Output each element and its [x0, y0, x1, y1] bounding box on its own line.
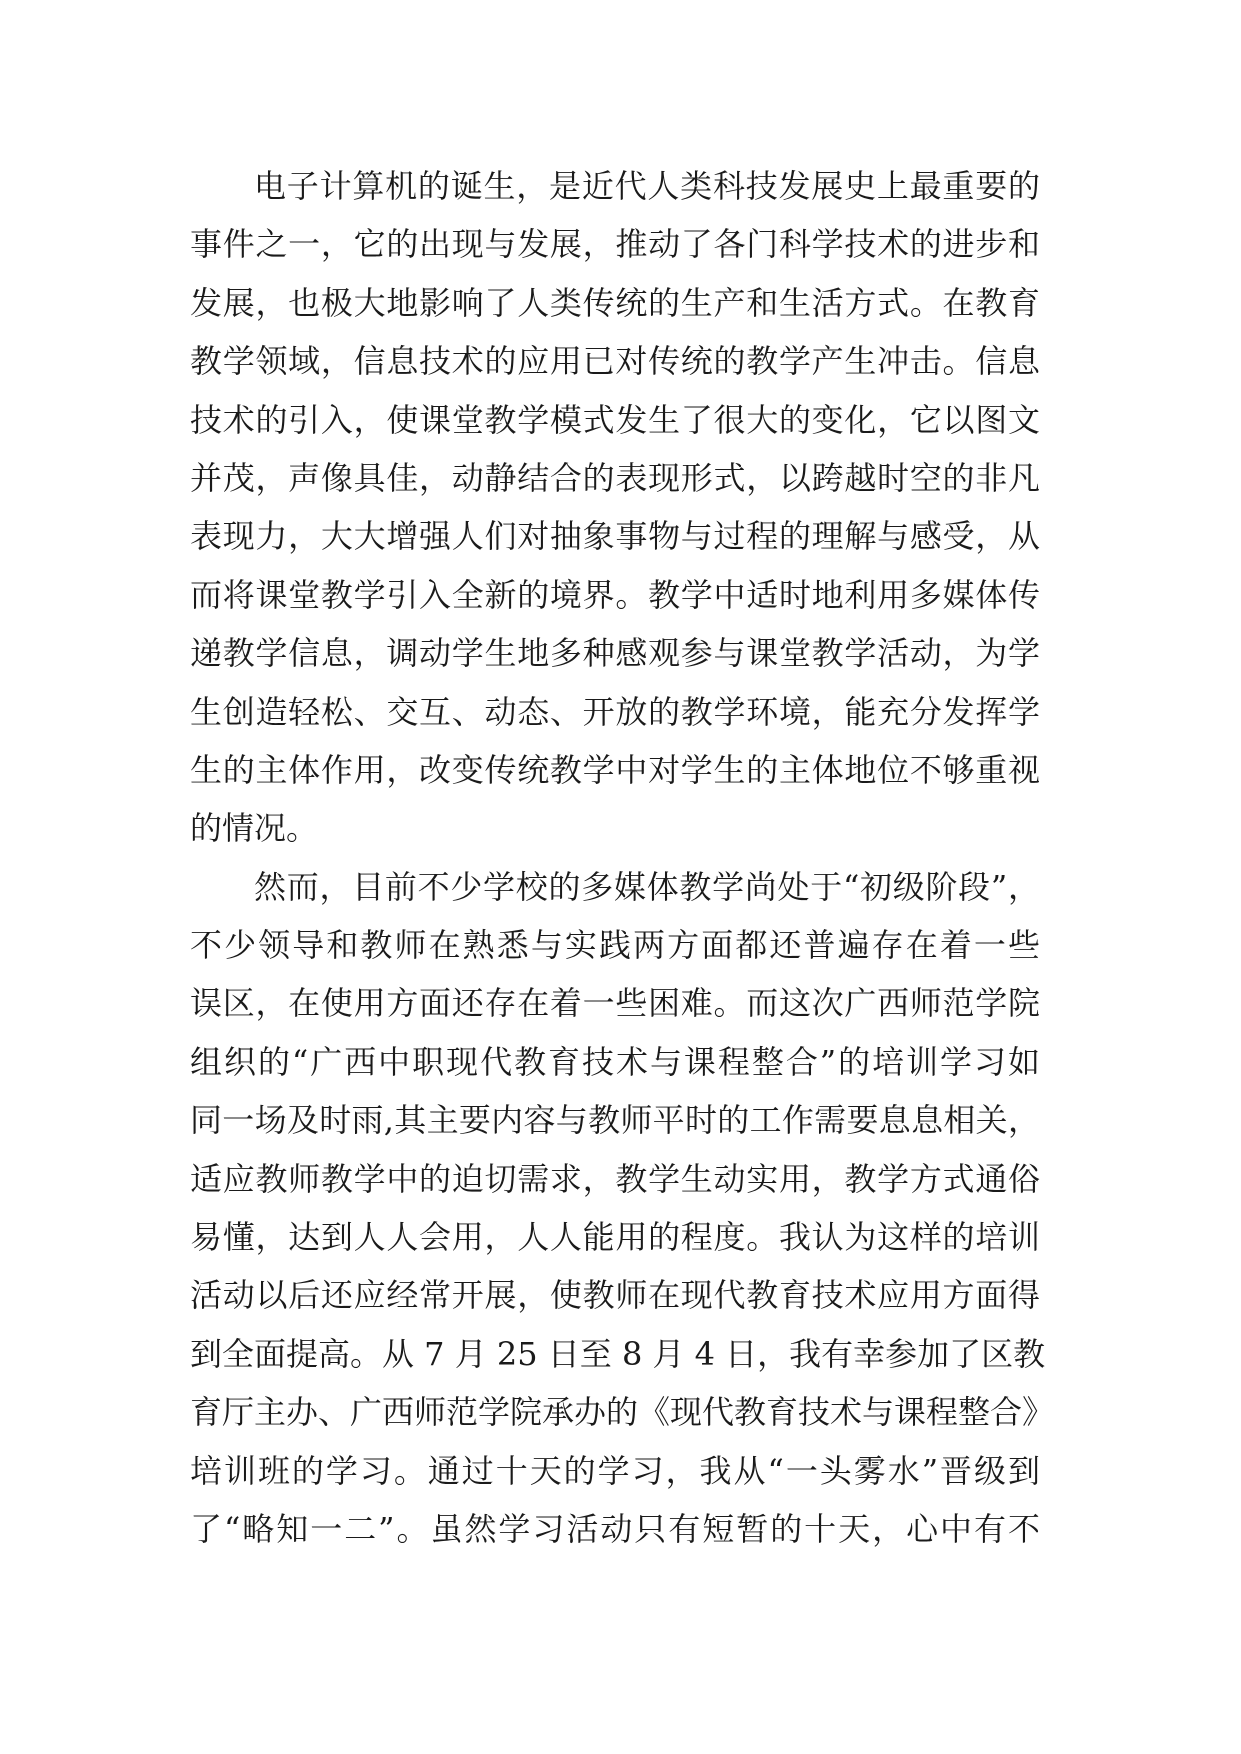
text-line: 育厅主办、广西师范学院承办的《现代教育技术与课程整合》	[190, 1393, 1055, 1432]
text-line: 生的主体作用，改变传统教学中对学生的主体地位不够重视	[190, 750, 1040, 789]
text-line: 不少领导和教师在熟悉与实践两方面都还普遍存在着一些	[190, 926, 1040, 965]
text-line: 了“略知一二”。虽然学习活动只有短暂的十天，心中有不	[190, 1509, 1040, 1548]
text-line: 的情况。	[190, 809, 319, 848]
text-line: 易懂，达到人人会用，人人能用的程度。我认为这样的培训	[190, 1218, 1040, 1257]
text-line: 电子计算机的诞生，是近代人类科技发展史上最重要的	[254, 167, 1040, 205]
text-line: 误区，在使用方面还存在着一些困难。而这次广西师范学院	[190, 984, 1040, 1023]
text-line: 然而，目前不少学校的多媒体教学尚处于“初级阶段”，	[254, 867, 1040, 906]
text-line: 到全面提高。从 7 月 25 日至 8 月 4 日，我有幸参加了区教	[190, 1334, 1046, 1373]
text-line: 培训班的学习。通过十天的学习，我从“一头雾水”晋级到	[190, 1451, 1040, 1490]
text-line: 技术的引入，使课堂教学模式发生了很大的变化，它以图文	[190, 400, 1040, 439]
text-line: 组织的“广西中职现代教育技术与课程整合”的培训学习如	[190, 1042, 1040, 1081]
text-line: 适应教师教学中的迫切需求，教学生动实用，教学方式通俗	[190, 1159, 1040, 1198]
text-line: 发展，也极大地影响了人类传统的生产和生活方式。在教育	[190, 283, 1040, 322]
text-line: 生创造轻松、交互、动态、开放的教学环境，能充分发挥学	[190, 692, 1040, 731]
text-line: 而将课堂教学引入全新的境界。教学中适时地利用多媒体传	[190, 575, 1040, 614]
text-line: 同一场及时雨,其主要内容与教师平时的工作需要息息相关，	[190, 1101, 1040, 1140]
text-line: 并茂，声像具佳，动静结合的表现形式，以跨越时空的非凡	[190, 458, 1040, 497]
text-line: 教学领域，信息技术的应用已对传统的教学产生冲击。信息	[190, 342, 1040, 381]
paragraph-1	[190, 157, 1040, 858]
text-line: 活动以后还应经常开展，使教师在现代教育技术应用方面得	[190, 1276, 1040, 1315]
text-line: 表现力，大大增强人们对抽象事物与过程的理解与感受，从	[190, 517, 1040, 556]
text-line: 递教学信息，调动学生地多种感观参与课堂教学活动，为学	[190, 634, 1040, 673]
body-text	[190, 157, 1055, 1558]
text-line: 事件之一，它的出现与发展，推动了各门科学技术的进步和	[190, 225, 1040, 264]
paragraph-2	[190, 858, 1055, 1559]
